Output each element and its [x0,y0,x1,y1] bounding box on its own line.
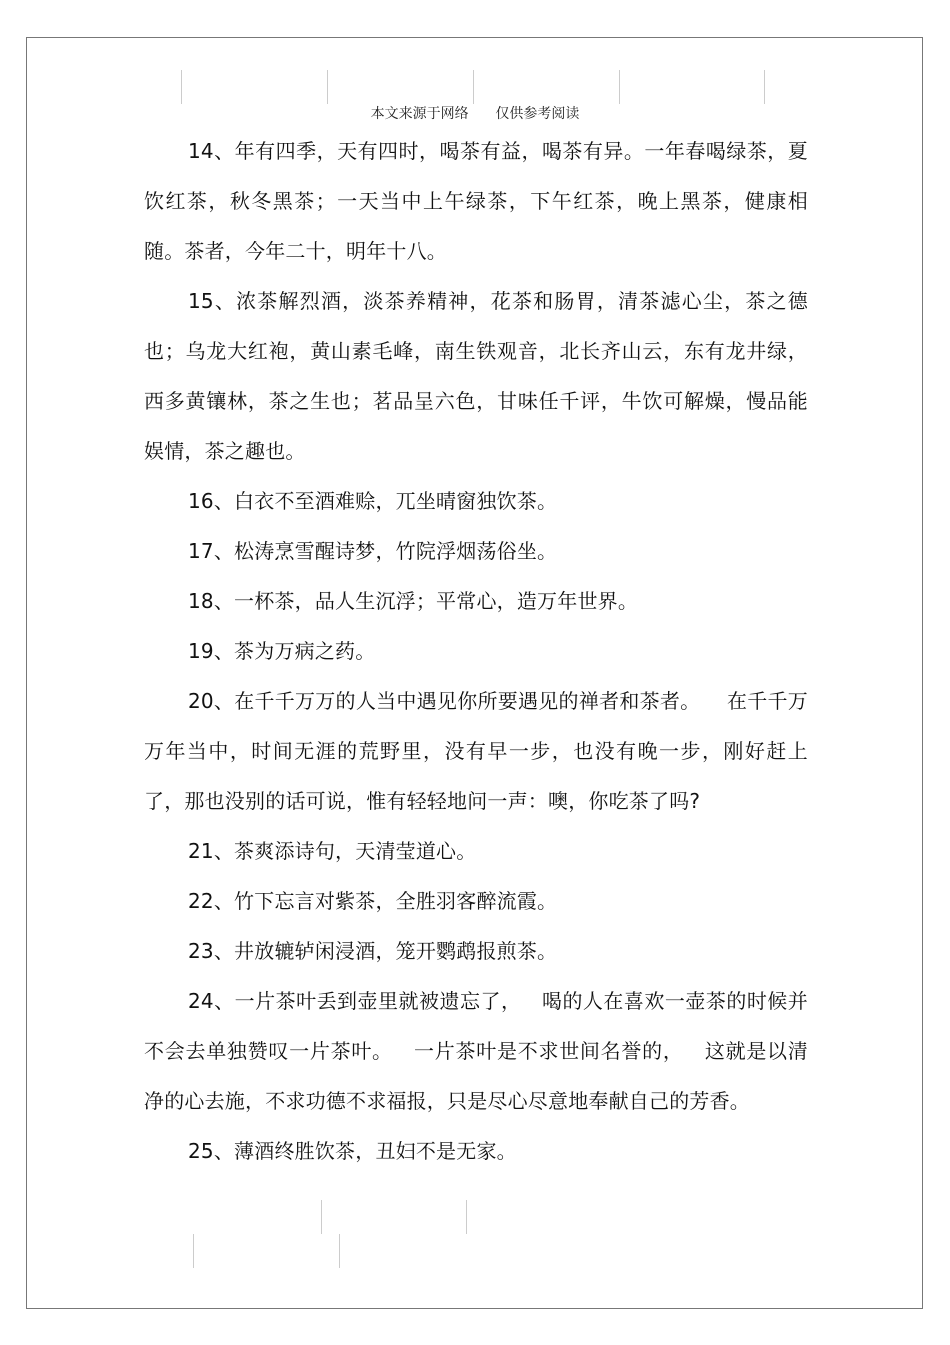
top-tick-1 [181,70,182,104]
paragraph-15: 15、浓茶解烈酒，淡茶养精神，花茶和肠胃，清茶滤心尘，茶之德也；乌龙大红袍，黄山素毛峰，南生铁观音，北长齐山云，东有龙井绿，西多黄镶林，茶之生也；茗品呈六色，甘味任千评，牛饮可解燥，慢品能娱情，茶之趣也。 [144,289,808,463]
paragraph-16: 16、白衣不至酒难赊，兀坐晴窗独饮茶。 [188,489,558,513]
paragraph-25: 25、薄酒终胜饮茶，丑妇不是无家。 [188,1139,517,1163]
header-note: 本文来源于网络 仅供参考阅读 [370,106,580,122]
document-body [144,126,808,1176]
top-tick-2 [327,70,328,104]
bottom-tick-3 [193,1234,194,1268]
paragraph-24: 24、一片茶叶丢到壶里就被遗忘了， 喝的人在喜欢一壶茶的时候并不会去单独赞叹一片茶叶。 一片茶叶是不求世间名誉的， 这就是以清净的心去施，不求功德不求福报，只是尽心尽意地奉献自己的芳香。 [144,989,808,1113]
paragraph-19: 19、茶为万病之药。 [188,639,376,663]
paragraph-18: 18、一杯茶，品人生沉浮；平常心，造万年世界。 [188,589,639,613]
top-tick-5 [764,70,765,104]
paragraph-22: 22、竹下忘言对紫茶，全胜羽客醉流霞。 [188,889,558,913]
paragraph-17: 17、松涛烹雪醒诗梦，竹院浮烟荡俗坐。 [188,539,558,563]
paragraph-23: 23、井放辘轳闲浸酒，笼开鹦鹉报煎茶。 [188,939,558,963]
paragraph-20: 20、在千千万万的人当中遇见你所要遇见的禅者和茶者。 在千千万万年当中，时间无涯的荒野里，没有早一步，也没有晚一步，刚好赶上了，那也没别的话可说，惟有轻轻地问一声：噢，你吃茶了吗? [144,689,808,813]
bottom-tick-4 [339,1234,340,1268]
top-tick-3 [473,70,474,104]
bottom-tick-2 [466,1200,467,1234]
paragraph-21: 21、茶爽添诗句，天清莹道心。 [188,839,477,863]
paragraph-14: 14、年有四季，天有四时，喝茶有益，喝茶有异。一年春喝绿茶，夏饮红茶，秋冬黑茶；一天当中上午绿茶，下午红茶，晚上黑茶，健康相随。茶者，今年二十，明年十八。 [144,139,808,263]
top-tick-4 [619,70,620,104]
bottom-tick-1 [321,1200,322,1234]
